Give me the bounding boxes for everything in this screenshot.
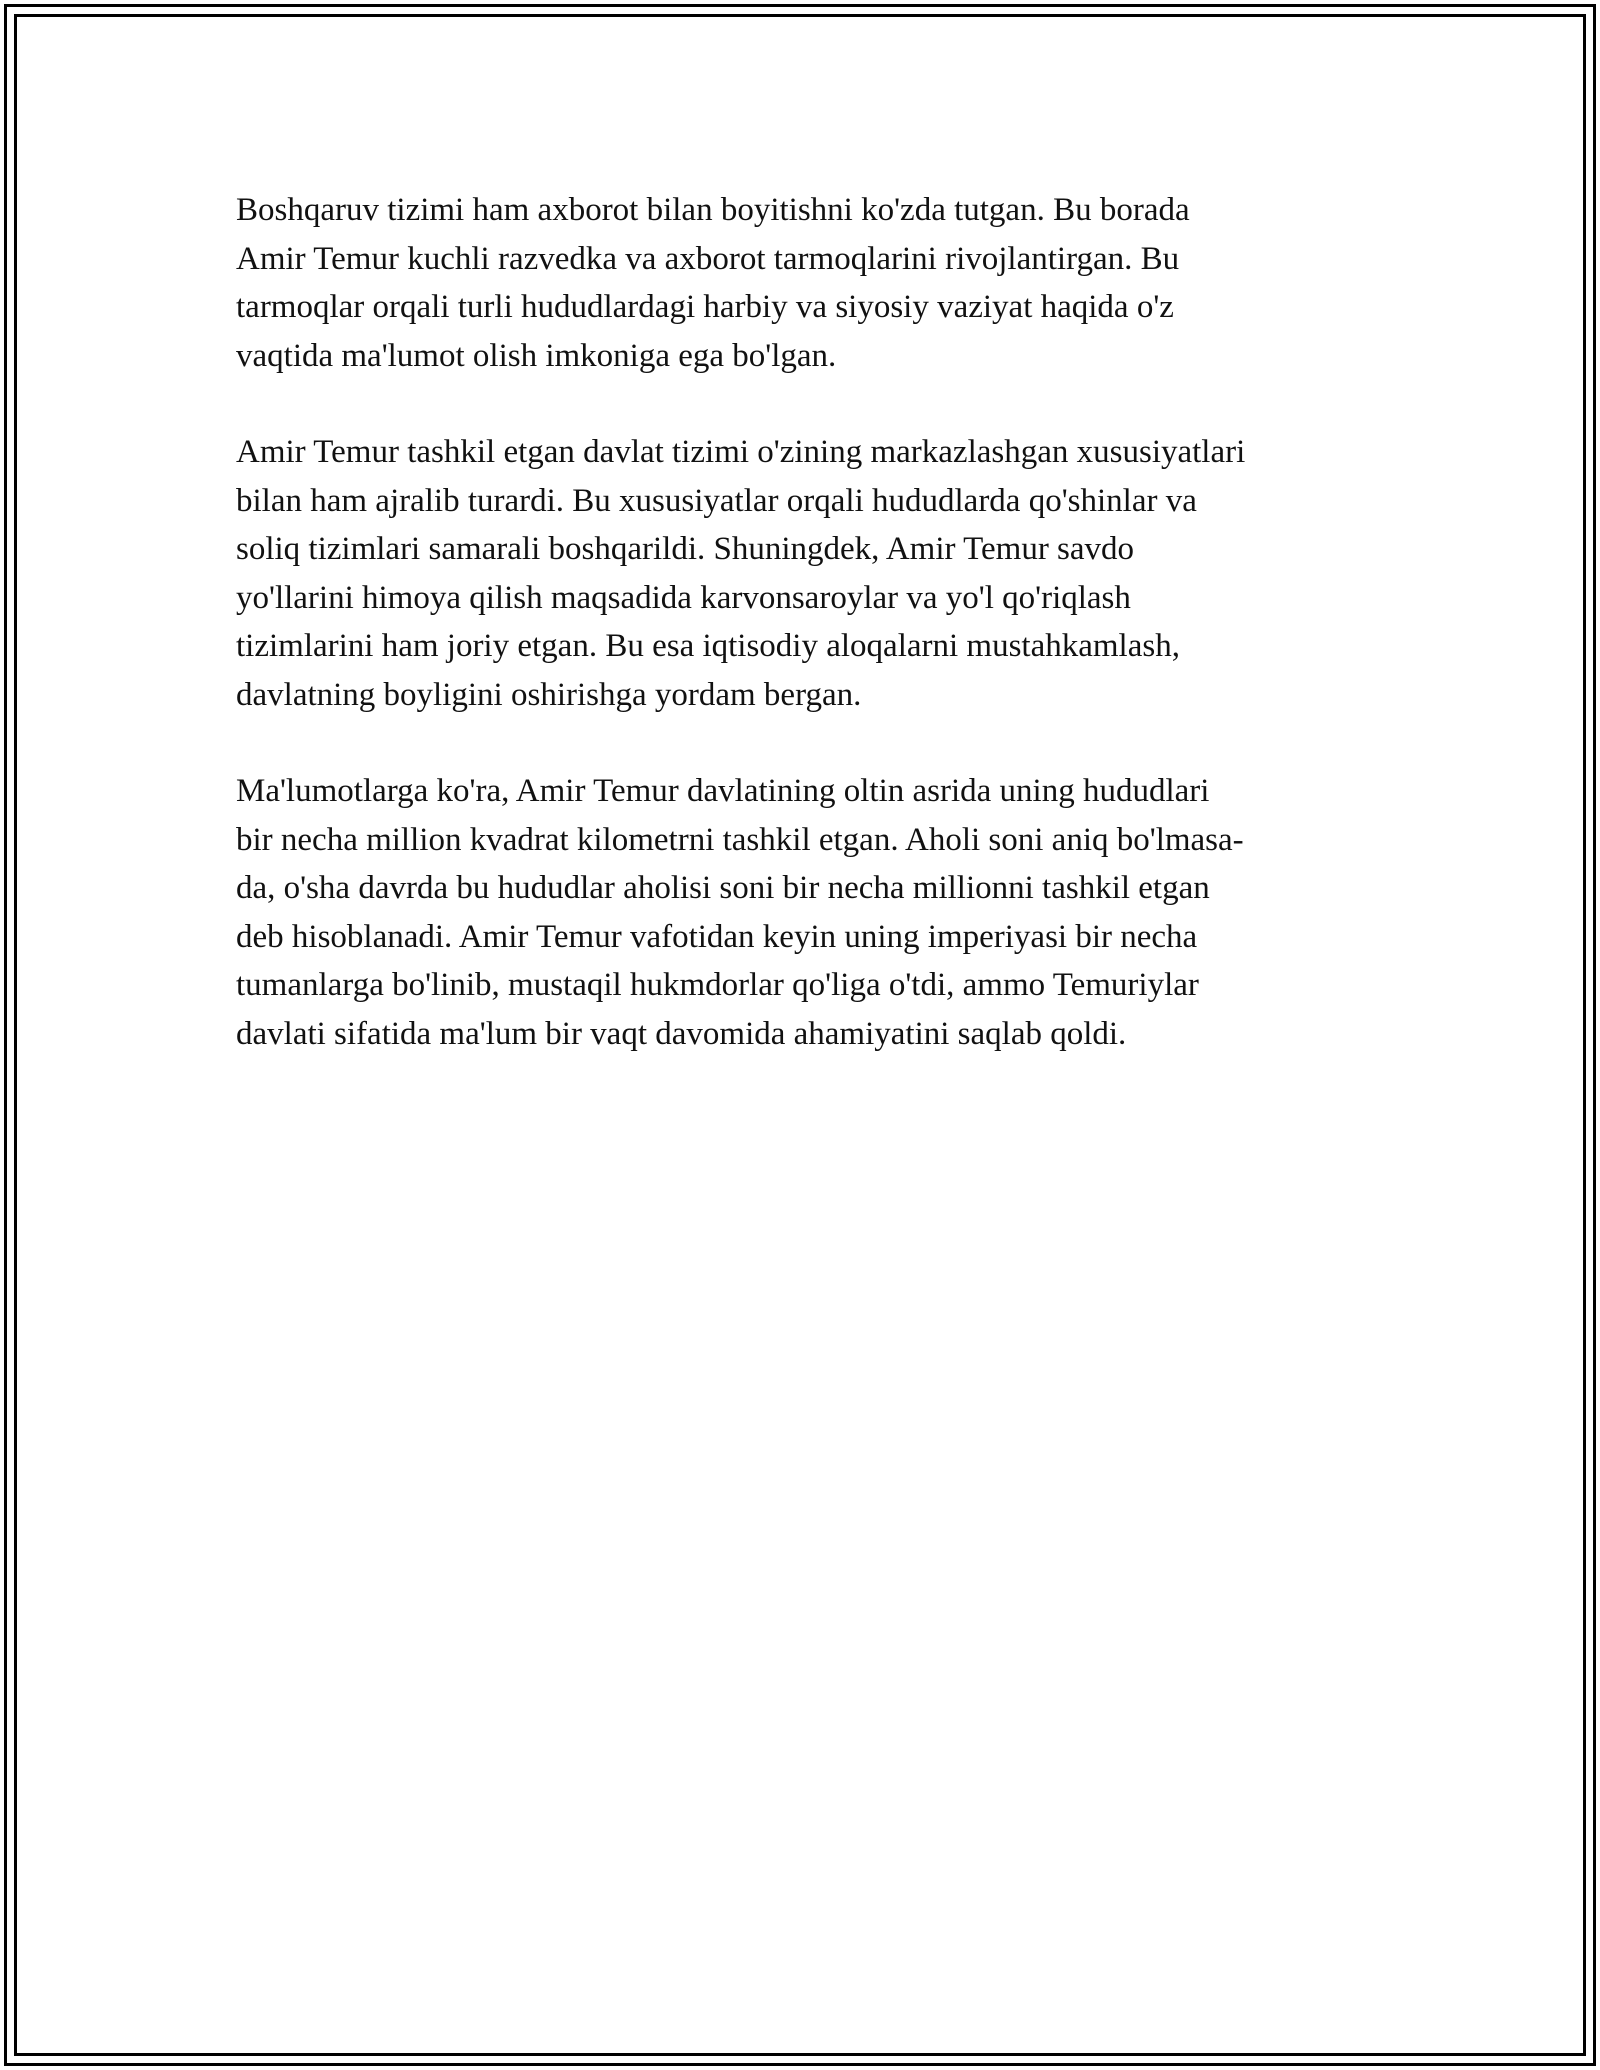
document-body	[236, 186, 1386, 1106]
paragraph: Ma'lumotlarga ko'ra, Amir Temur davlatining oltin asrida uning hududlari bir necha million kvadrat kilometrni tashkil etgan. Aholi soni aniq bo'lmasa- da, o'sha davrda bu hududlar aholisi soni bir necha millionni tashkil etgan deb hisoblanadi. Amir Temur vafotidan keyin uning imperiyasi bir necha tumanlarga bo'linib, mustaqil hukmdorlar qo'liga o'tdi, ammo Temuriylar davlati sifatida ma'lum bir vaqt davomida ahamiyatini saqlab qoldi.	[236, 773, 1244, 1052]
paragraph: Amir Temur tashkil etgan davlat tizimi o'zining markazlashgan xususiyatlari bilan ham ajralib turardi. Bu xususiyatlar orqali hududlarda qo'shinlar va soliq tizimlari samarali boshqarildi. Shuningdek, Amir Temur savdo yo'llarini himoya qilish maqsadida karvonsaroylar va yo'l qo'riqlash tizimlarini ham joriy etgan. Bu esa iqtisodiy aloqalarni mustahkamlash, davlatning boyligini oshirishga yordam bergan.	[236, 434, 1246, 713]
paragraph: Boshqaruv tizimi ham axborot bilan boyitishni ko'zda tutgan. Bu borada Amir Temur kuchli razvedka va axborot tarmoqlarini rivojlantirgan. Bu tarmoqlar orqali turli hududlardagi harbiy va siyosiy vaziyat haqida o'z vaqtida ma'lumot olish imkoniga ega bo'lgan.	[236, 192, 1190, 374]
